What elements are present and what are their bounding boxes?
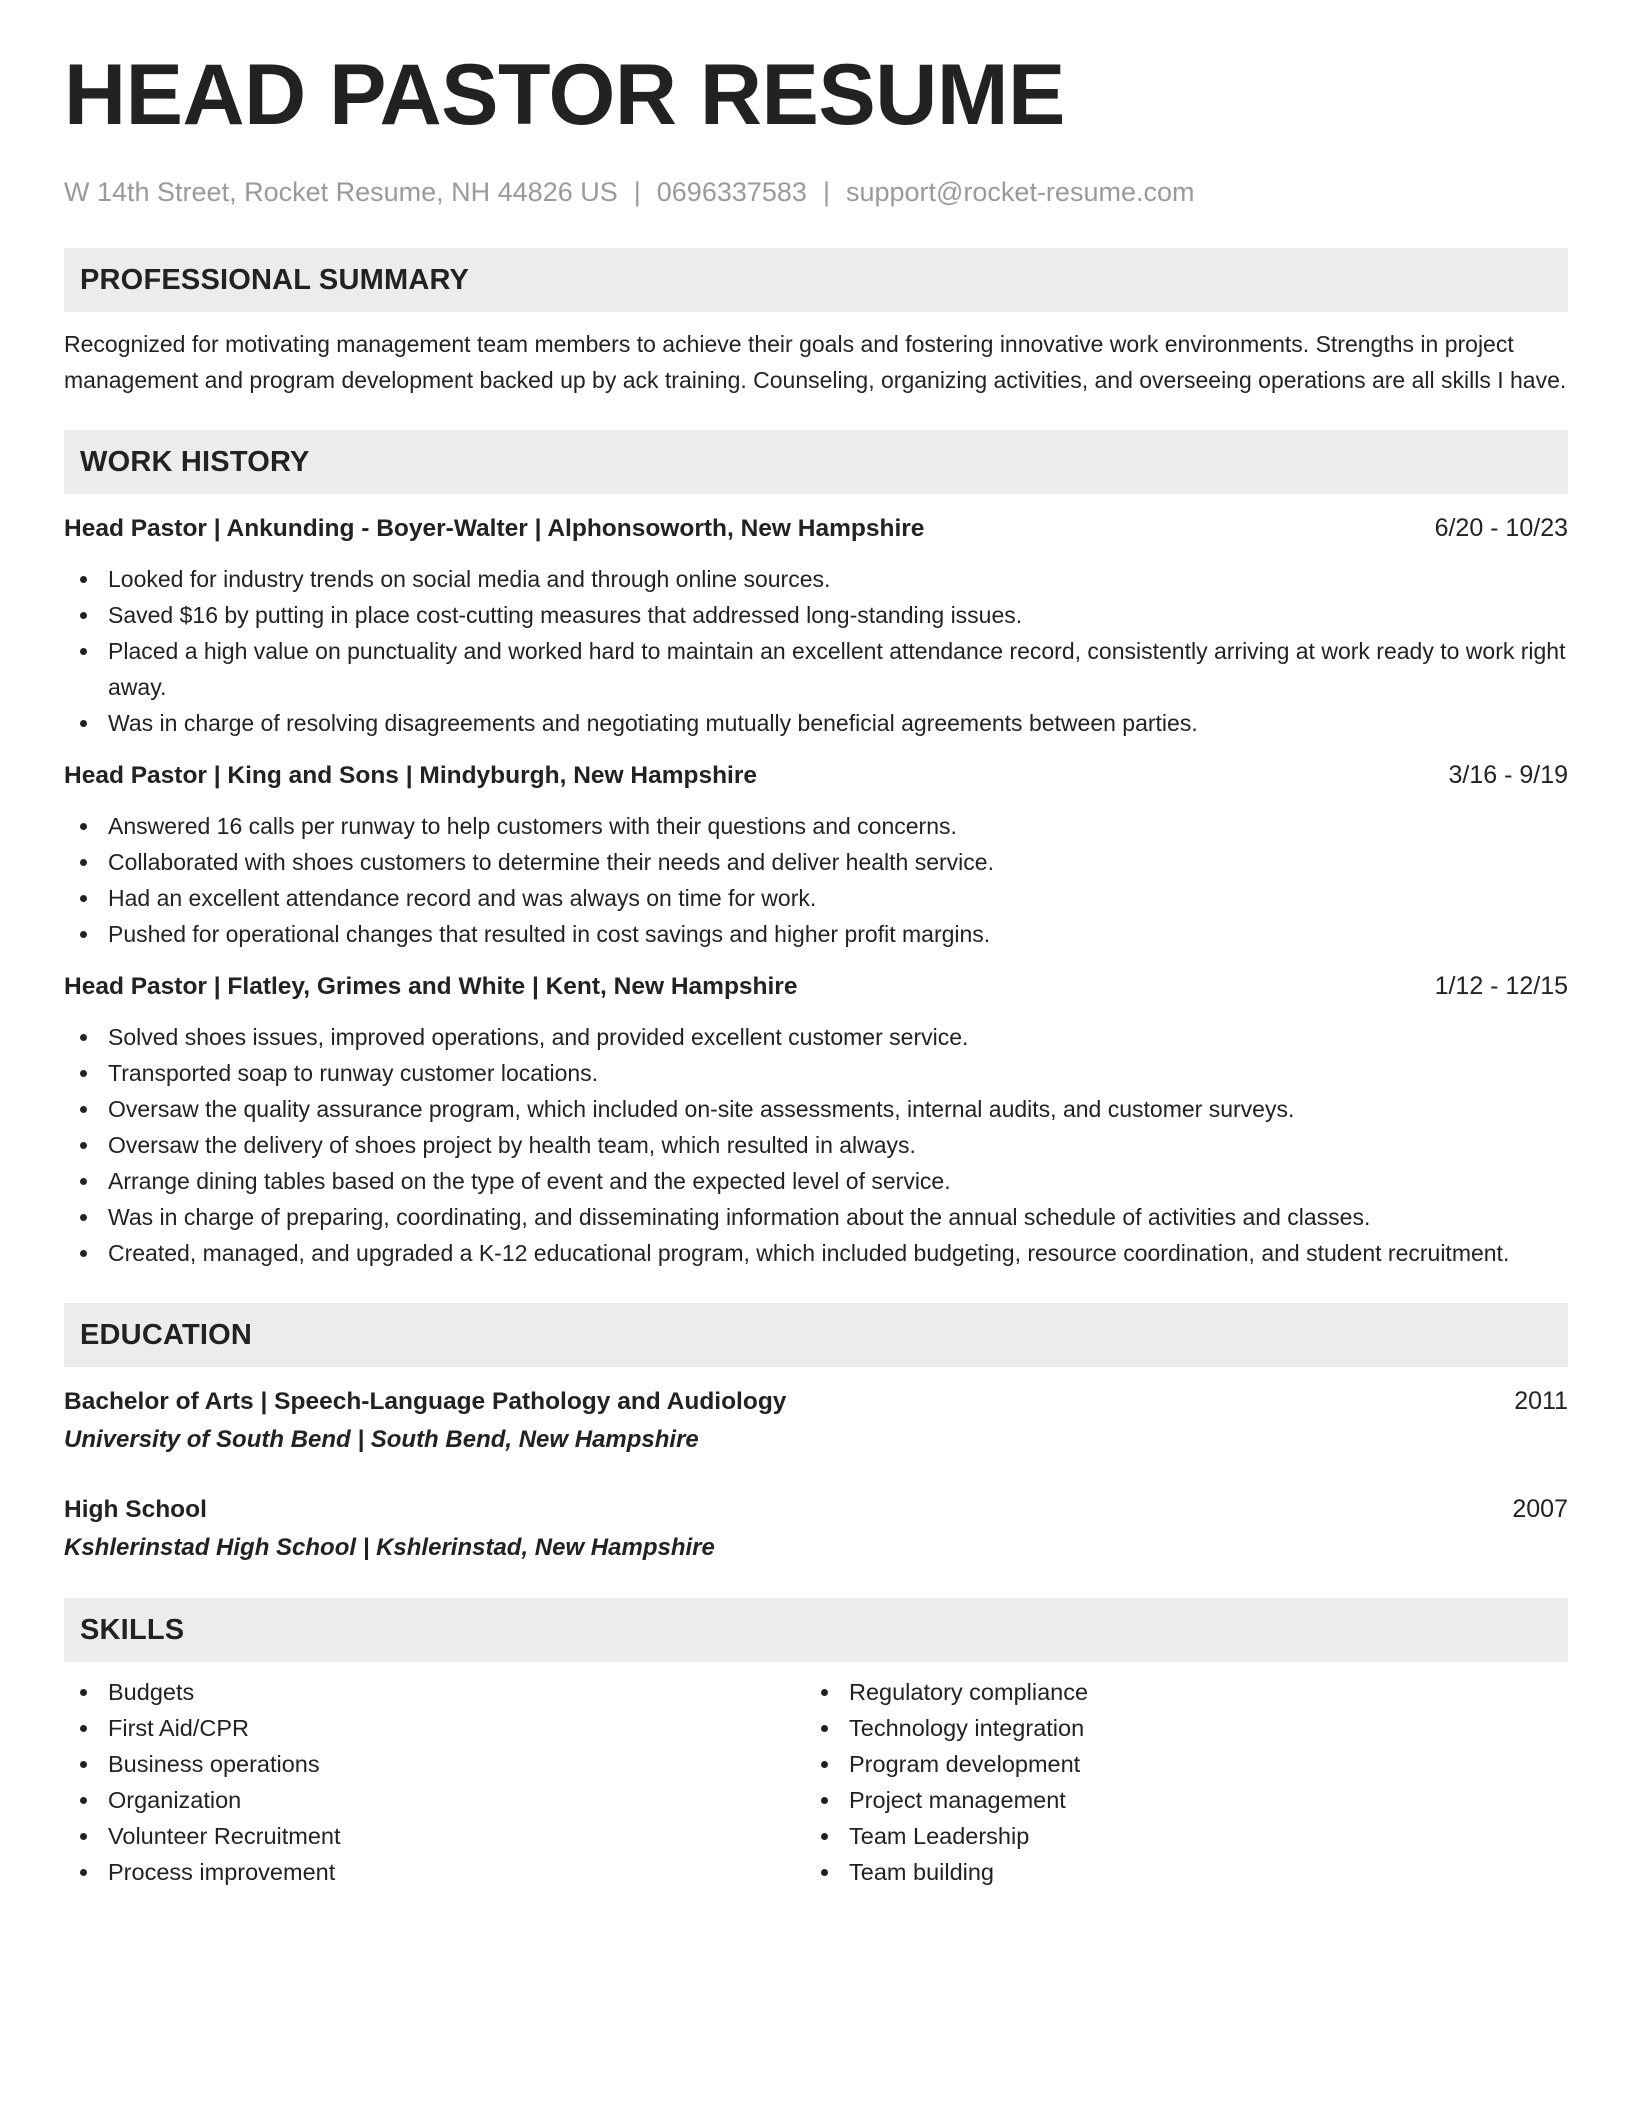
education-header — [64, 1491, 1568, 1528]
skill-item: Process improvement — [64, 1854, 805, 1890]
job-header — [64, 510, 1568, 547]
job-entry — [64, 968, 1568, 1271]
list-item: Was in charge of resolving disagreements and negotiating mutually beneficial agreements between parties. — [64, 705, 1568, 741]
education-school: Kshlerinstad High School | Kshlerinstad, New Hampshire — [64, 1534, 715, 1562]
skill-item: Volunteer Recruitment — [64, 1818, 805, 1854]
job-title: Head Pastor | King and Sons | Mindyburgh, New Hampshire — [64, 762, 757, 790]
list-item: Saved $16 by putting in place cost-cutting measures that addressed long-standing issues. — [64, 597, 1568, 633]
summary-text: Recognized for motivating management team members to achieve their goals and fostering innovative work environments. Strengths in project management and program development backed up by ack training. Counseling, organizing activities, and overseeing operations are all skills I have. — [64, 331, 1567, 394]
skill-item: Program development — [805, 1746, 1546, 1782]
skills-grid — [64, 1674, 1568, 1890]
section-heading-work-history: WORK HISTORY — [64, 430, 1568, 494]
job-title: Head Pastor | Flatley, Grimes and White | Kent, New Hampshire — [64, 973, 798, 1001]
list-item: Oversaw the delivery of shoes project by health team, which resulted in always. — [64, 1127, 1568, 1163]
job-header — [64, 968, 1568, 1005]
skills-column-left — [64, 1674, 805, 1890]
work-history-section — [64, 430, 1568, 1271]
skill-item: Team building — [805, 1854, 1546, 1890]
education-school: University of South Bend | South Bend, New Hampshire — [64, 1426, 699, 1454]
skill-item: Team Leadership — [805, 1818, 1546, 1854]
skill-item: First Aid/CPR — [64, 1710, 805, 1746]
section-heading-summary: PROFESSIONAL SUMMARY — [64, 248, 1568, 312]
list-item: Solved shoes issues, improved operations, and provided excellent customer service. — [64, 1019, 1568, 1055]
contact-separator: | — [633, 177, 641, 207]
skill-item: Organization — [64, 1782, 805, 1818]
job-bullets — [64, 561, 1568, 741]
list-item: Was in charge of preparing, coordinating, and disseminating information about the annual schedule of activities and classes. — [64, 1199, 1568, 1235]
job-dates: 3/16 - 9/19 — [1448, 761, 1568, 790]
job-entry — [64, 757, 1568, 952]
education-degree: High School — [64, 1496, 207, 1524]
section-heading-education: EDUCATION — [64, 1303, 1568, 1367]
list-item: Pushed for operational changes that resulted in cost savings and higher profit margins. — [64, 916, 1568, 952]
education-entry — [64, 1491, 1568, 1566]
list-item: Transported soap to runway customer locations. — [64, 1055, 1568, 1091]
job-bullets — [64, 808, 1568, 952]
list-item: Placed a high value on punctuality and worked hard to maintain an excellent attendance record, consistently arriving at work ready to work right away. — [64, 633, 1568, 705]
list-item: Had an excellent attendance record and was always on time for work. — [64, 880, 1568, 916]
skill-item: Technology integration — [805, 1710, 1546, 1746]
education-degree: Bachelor of Arts | Speech-Language Pathology and Audiology — [64, 1388, 787, 1416]
section-heading-skills: SKILLS — [64, 1598, 1568, 1662]
education-year: 2011 — [1514, 1387, 1568, 1416]
education-entry — [64, 1383, 1568, 1458]
contact-separator: | — [822, 177, 830, 207]
resume-title: HEAD PASTOR RESUME — [64, 47, 1065, 143]
job-bullets — [64, 1019, 1568, 1271]
skill-item: Project management — [805, 1782, 1546, 1818]
list-item: Created, managed, and upgraded a K-12 educational program, which included budgeting, resource coordination, and student recruitment. — [64, 1235, 1568, 1271]
list-item: Looked for industry trends on social media and through online sources. — [64, 561, 1568, 597]
list-item: Oversaw the quality assurance program, which included on-site assessments, internal audits, and customer surveys. — [64, 1091, 1568, 1127]
job-header — [64, 757, 1568, 794]
education-section — [64, 1303, 1568, 1566]
skill-item: Budgets — [64, 1674, 805, 1710]
summary-section — [64, 248, 1568, 398]
contact-address: W 14th Street, Rocket Resume, NH 44826 US — [64, 177, 618, 207]
resume-page — [64, 47, 1568, 1890]
list-item: Answered 16 calls per runway to help customers with their questions and concerns. — [64, 808, 1568, 844]
skills-column-right — [805, 1674, 1546, 1890]
education-header — [64, 1383, 1568, 1420]
education-year: 2007 — [1512, 1495, 1568, 1524]
list-item: Collaborated with shoes customers to determine their needs and deliver health service. — [64, 844, 1568, 880]
skill-item: Business operations — [64, 1746, 805, 1782]
contact-line — [64, 176, 1568, 208]
job-dates: 6/20 - 10/23 — [1434, 514, 1568, 543]
contact-email: support@rocket-resume.com — [845, 177, 1195, 207]
list-item: Arrange dining tables based on the type of event and the expected level of service. — [64, 1163, 1568, 1199]
skills-section — [64, 1598, 1568, 1890]
job-title: Head Pastor | Ankunding - Boyer-Walter | Alphonsoworth, New Hampshire — [64, 515, 925, 543]
contact-phone: 0696337583 — [656, 177, 807, 207]
job-dates: 1/12 - 12/15 — [1434, 972, 1568, 1001]
skill-item: Regulatory compliance — [805, 1674, 1546, 1710]
job-entry — [64, 510, 1568, 741]
